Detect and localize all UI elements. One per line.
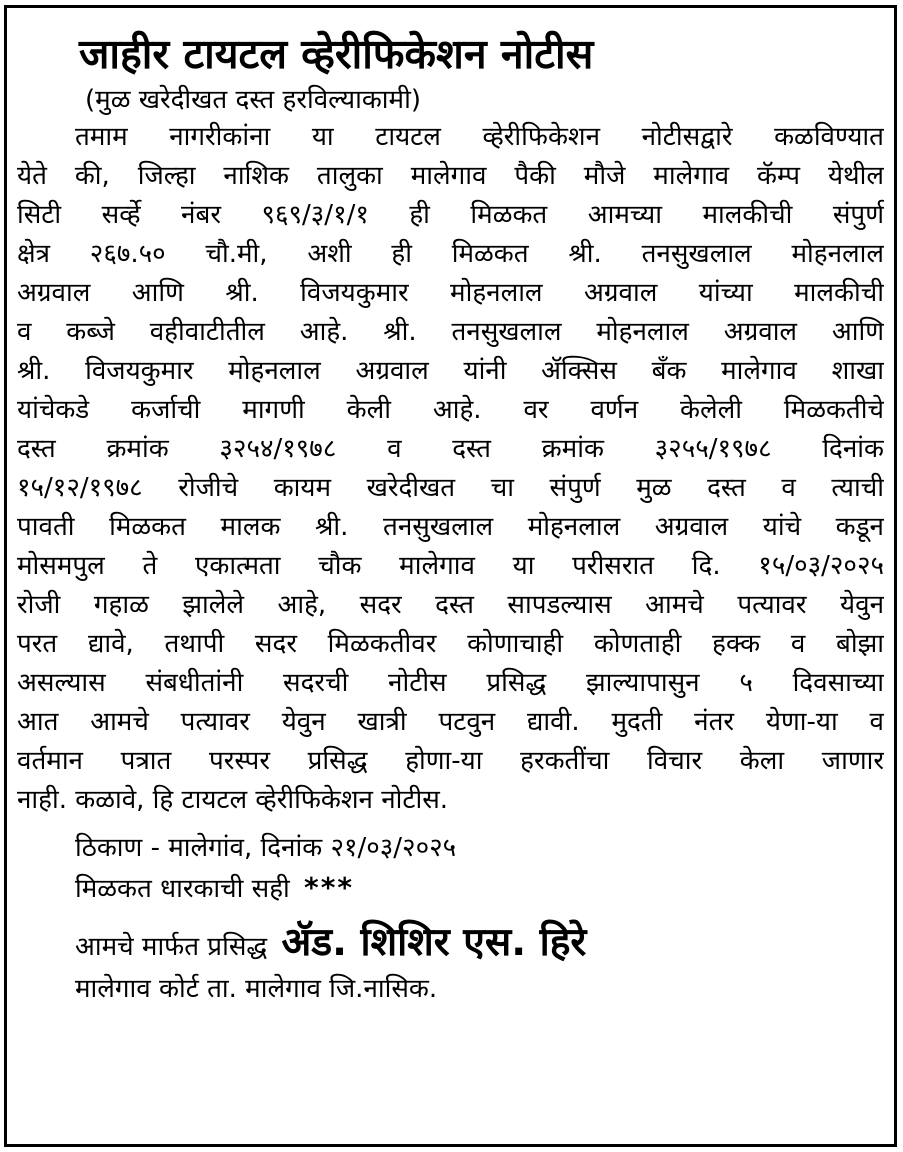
notice-subtitle: (मुळ खरेदीखत दस्त हरविल्याकामी) xyxy=(85,85,421,115)
body-line: आत आमचे पत्यावर येवुन खात्री पटवुन द्यावी. मुदती नंतर येणा-या व xyxy=(17,707,884,737)
body-line: परत द्यावे, तथापी सदर मिळकतीवर कोणाचाही कोणताही हक्क व बोझा xyxy=(17,629,884,659)
body-line: असल्यास संबधीतांनी सदरची नोटीस प्रसिद्ध झाल्यापासुन ५ दिवसाच्या xyxy=(17,668,884,698)
advocate-name: ॲड. शिशिर एस. हिरे xyxy=(281,920,587,965)
body-line: क्षेत्र २६७.५० चौ.मी, अशी ही मिळकत श्री. तनसुखलाल मोहनलाल xyxy=(17,239,884,269)
notice-content xyxy=(17,28,884,1007)
notice-body xyxy=(17,118,884,820)
advocate-address: मालेगाव कोर्ट ता. मालेगाव जि.नासिक. xyxy=(75,974,438,1004)
published-by-line xyxy=(17,919,884,971)
place-date: ठिकाण - मालेगांव, दिनांक २१/०३/२०२५ xyxy=(75,833,457,863)
body-line: यांचेकडे कर्जाची मागणी केली आहे. वर वर्णन केलेली मिळकतीचे xyxy=(17,395,884,425)
body-line: सिटी सर्व्हे नंबर ९६९/३/१/१ ही मिळकत आमच्या मालकीची संपुर्ण xyxy=(17,200,884,230)
body-line: श्री. विजयकुमार मोहनलाल अग्रवाल यांनी ॲक्सिस बँक मालेगाव शाखा xyxy=(17,356,884,386)
body-line: १५/१२/१९७८ रोजीचे कायम खरेदीखत चा संपुर्ण मुळ दस्त व त्याची xyxy=(17,473,884,503)
published-by-label: आमचे मार्फत प्रसिद्ध xyxy=(75,932,268,962)
body-line: व कब्जे वहीवाटीतील आहे. श्री. तनसुखलाल मोहनलाल अग्रवाल आणि xyxy=(17,317,884,347)
body-line: मोसमपुल ते एकात्मता चौक मालेगाव या परीसरात दि. १५/०३/२०२५ xyxy=(17,551,884,581)
body-line: दस्त क्रमांक ३२५४/१९७८ व दस्त क्रमांक ३२५५/१९७८ दिनांक xyxy=(17,434,884,464)
body-line: वर्तमान पत्रात परस्पर प्रसिद्ध होणा-या हरकतींचा विचार केला जाणार xyxy=(17,746,884,776)
body-line: तमाम नागरीकांना या टायटल व्हेरीफिकेशन नोटीसद्वारे कळविण्यात xyxy=(75,122,884,152)
body-line: अग्रवाल आणि श्री. विजयकुमार मोहनलाल अग्रवाल यांच्या मालकीची xyxy=(17,278,884,308)
signature-mark: *** xyxy=(304,871,354,904)
body-line: पावती मिळकत मालक श्री. तनसुखलाल मोहनलाल अग्रवाल यांचे कडून xyxy=(17,512,884,542)
body-line: रोजी गहाळ झालेले आहे, सदर दस्त सापडल्यास आमचे पत्यावर येवुन xyxy=(17,590,884,620)
body-line: येते की, जिल्हा नाशिक तालुका मालेगाव पैकी मौजे मालेगाव कॅम्प येथील xyxy=(17,161,884,191)
body-line: नाही. कळावे, हि टायटल व्हेरीफिकेशन नोटीस. xyxy=(17,785,449,815)
notice-title: जाहीर टायटल व्हेरीफिकेशन नोटीस xyxy=(79,30,594,78)
signature-label: मिळकत धारकाची सही xyxy=(75,874,290,904)
notice-frame xyxy=(4,5,897,1147)
signature-line xyxy=(17,868,884,909)
